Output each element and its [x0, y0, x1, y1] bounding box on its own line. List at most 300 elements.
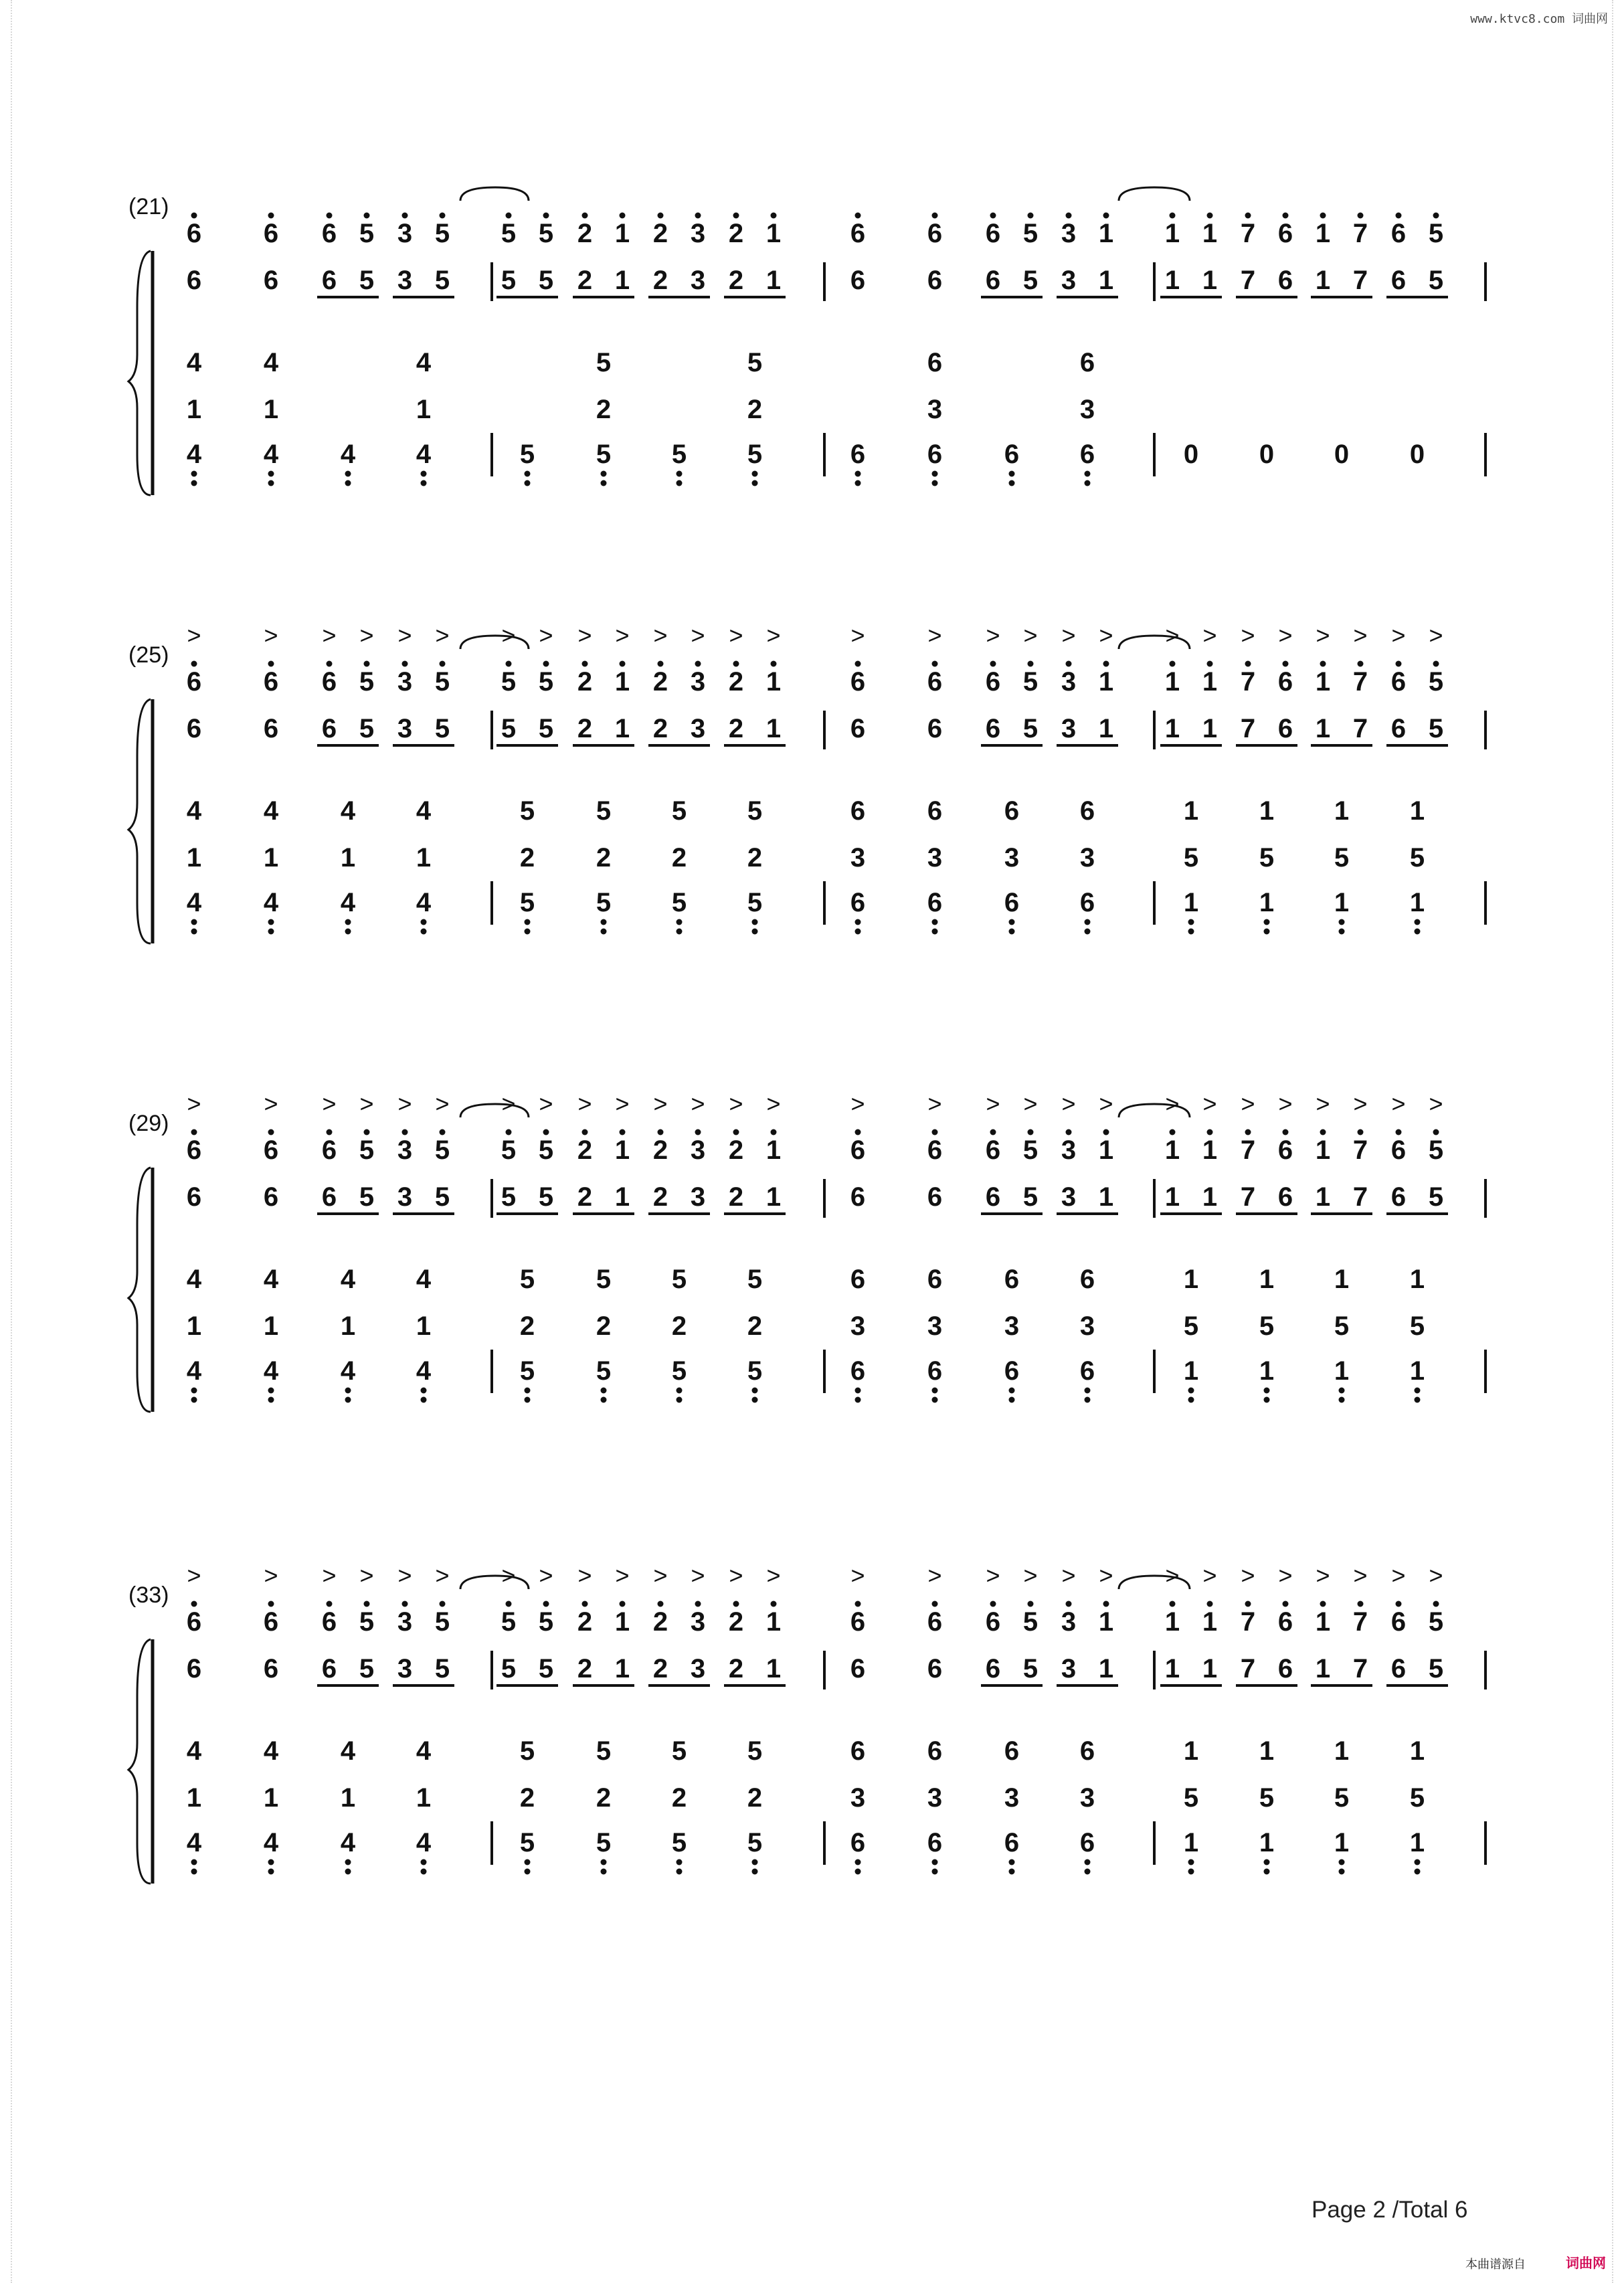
melody-note: 6 [985, 1182, 1001, 1212]
octave-dot [695, 1129, 701, 1135]
accent-mark: > [1202, 1090, 1217, 1117]
lower-octave-dot [1009, 929, 1015, 935]
melody-note-upper: 6 [850, 1135, 866, 1165]
melody-note-upper: 5 [538, 667, 554, 697]
octave-dot [1028, 661, 1034, 667]
accent-mark: > [729, 622, 743, 649]
octave-dot [733, 661, 739, 667]
octave-dot [855, 661, 861, 667]
accent-mark: > [986, 1090, 1000, 1117]
melody-note-upper: 5 [1428, 219, 1444, 248]
chord-note: 1 [1334, 796, 1350, 826]
octave-dot [543, 1129, 549, 1135]
chord-note: 4 [186, 348, 202, 377]
lower-octave-dot [1188, 1397, 1194, 1403]
octave-dot [506, 213, 512, 219]
octave-dot [1170, 1129, 1176, 1135]
accent-mark: > [1429, 1562, 1443, 1589]
octave-dot [1320, 213, 1326, 219]
lower-octave-dot [1415, 1859, 1421, 1865]
lower-octave-dot [525, 929, 531, 935]
accent-mark: > [264, 622, 278, 649]
chord-note: 5 [1259, 843, 1275, 873]
melody-note: 7 [1240, 714, 1256, 743]
page-number: Page 2 /Total 6 [1312, 2197, 1468, 2223]
accent-mark: > [691, 622, 705, 649]
melody-note-upper: 5 [434, 1135, 450, 1165]
accent-mark: > [435, 1562, 450, 1589]
melody-note: 6 [321, 1654, 337, 1683]
accent-mark: > [1316, 1562, 1330, 1589]
melody-note: 3 [1061, 1654, 1077, 1683]
chord-note: 5 [596, 440, 612, 469]
melody-note: 1 [765, 1182, 782, 1212]
octave-dot [1433, 213, 1439, 219]
accent-mark: > [615, 622, 630, 649]
octave-dot [364, 661, 370, 667]
accent-mark: > [1165, 1090, 1180, 1117]
melody-note: 1 [1315, 266, 1331, 295]
accent-mark: > [927, 1562, 942, 1589]
octave-dot [268, 213, 274, 219]
chord-note: 5 [671, 796, 687, 826]
melody-note: 3 [1061, 1182, 1077, 1212]
melody-note: 6 [927, 1182, 943, 1212]
chord-note: 3 [1004, 843, 1020, 873]
accent-mark: > [729, 1090, 743, 1117]
octave-dot [932, 213, 938, 219]
melody-note: 5 [501, 1182, 517, 1212]
chord-note: 5 [747, 1356, 763, 1386]
lower-octave-dot [421, 1869, 427, 1875]
melody-note-upper: 5 [538, 1135, 554, 1165]
melody-note-upper: 1 [1315, 1607, 1331, 1637]
lower-octave-dot [525, 1869, 531, 1875]
melody-note: 5 [434, 266, 450, 295]
chord-note: 5 [671, 1265, 687, 1294]
melody-note-upper: 6 [927, 219, 943, 248]
melody-note: 3 [397, 266, 413, 295]
lower-octave-dot [932, 1388, 938, 1394]
chord-note: 5 [1409, 1783, 1425, 1813]
melody-note: 7 [1352, 1654, 1368, 1683]
melody-note: 5 [538, 1182, 554, 1212]
chord-note: 6 [927, 440, 943, 469]
melody-note: 1 [614, 1182, 630, 1212]
lower-octave-dot [676, 1869, 683, 1875]
melody-note-upper: 2 [652, 667, 668, 697]
lower-octave-dot [1264, 1388, 1270, 1394]
melody-note: 6 [186, 1654, 202, 1683]
melody-note: 1 [1098, 266, 1114, 295]
melody-note: 7 [1240, 1654, 1256, 1683]
melody-note: 6 [1390, 1654, 1407, 1683]
octave-dot [582, 213, 588, 219]
melody-note: 6 [927, 266, 943, 295]
lower-octave-dot [345, 480, 351, 486]
accent-mark: > [1241, 1090, 1255, 1117]
accent-mark: > [1278, 622, 1293, 649]
lower-octave-dot [268, 471, 274, 477]
lower-octave-dot [345, 1869, 351, 1875]
melody-note: 5 [359, 266, 375, 295]
lower-octave-dot [752, 919, 758, 925]
octave-dot [1433, 661, 1439, 667]
melody-note-upper: 2 [577, 1135, 593, 1165]
octave-dot [1170, 661, 1176, 667]
octave-dot [268, 1601, 274, 1607]
melody-note-upper: 6 [263, 1135, 279, 1165]
accent-mark: > [1202, 1562, 1217, 1589]
melody-note-upper: 3 [397, 1607, 413, 1637]
accent-mark: > [264, 1562, 278, 1589]
lower-octave-dot [1188, 1859, 1194, 1865]
octave-dot [1245, 661, 1251, 667]
accent-mark: > [1061, 1562, 1076, 1589]
chord-note: 6 [1004, 440, 1020, 469]
chord-note: 1 [1334, 1828, 1350, 1857]
melody-note: 2 [577, 266, 593, 295]
chord-note: 1 [1183, 796, 1199, 826]
melody-note: 1 [1202, 266, 1218, 295]
chord-note: 1 [263, 1311, 279, 1341]
melody-note-upper: 6 [321, 667, 337, 697]
octave-dot [855, 1601, 861, 1607]
melody-note: 5 [1428, 1654, 1444, 1683]
melody-note: 5 [538, 714, 554, 743]
melody-note-upper: 1 [614, 667, 630, 697]
chord-note: 4 [186, 796, 202, 826]
melody-note-upper: 1 [765, 1135, 782, 1165]
lower-octave-dot [421, 929, 427, 935]
melody-note-upper: 6 [321, 1607, 337, 1637]
lower-octave-dot [1188, 1869, 1194, 1875]
chord-note: 1 [1409, 1736, 1425, 1766]
octave-dot [620, 661, 626, 667]
tie-arc [460, 1576, 529, 1589]
octave-dot [1103, 1129, 1109, 1135]
octave-dot [733, 213, 739, 219]
lower-octave-dot [268, 1388, 274, 1394]
melody-note: 1 [1164, 714, 1180, 743]
octave-dot [695, 213, 701, 219]
melody-note-upper: 6 [927, 1135, 943, 1165]
melody-note-upper: 7 [1240, 1135, 1256, 1165]
melody-note-upper: 1 [1098, 1135, 1114, 1165]
melody-note: 5 [1428, 266, 1444, 295]
chord-note: 1 [1409, 796, 1425, 826]
chord-note: 5 [519, 1356, 535, 1386]
melody-note: 1 [1164, 266, 1180, 295]
octave-dot [327, 213, 333, 219]
chord-note: 5 [671, 1828, 687, 1857]
octave-dot [1066, 1601, 1072, 1607]
melody-note-upper: 7 [1352, 667, 1368, 697]
lower-octave-dot [1085, 919, 1091, 925]
chord-note: 0 [1259, 440, 1275, 469]
accent-mark: > [397, 622, 412, 649]
melody-note: 1 [1202, 714, 1218, 743]
chord-note: 5 [519, 1828, 535, 1857]
octave-dot [506, 1601, 512, 1607]
chord-note: 4 [416, 888, 432, 917]
melody-note: 6 [1390, 714, 1407, 743]
melody-note-upper: 2 [652, 1135, 668, 1165]
chord-note: 6 [1004, 1265, 1020, 1294]
melody-note-upper: 6 [1390, 1607, 1407, 1637]
melody-note: 5 [501, 714, 517, 743]
chord-note: 5 [519, 440, 535, 469]
octave-dot [1066, 661, 1072, 667]
accent-mark: > [766, 622, 781, 649]
accent-mark: > [1099, 1562, 1113, 1589]
accent-mark: > [1391, 1562, 1406, 1589]
lower-octave-dot [421, 1397, 427, 1403]
octave-dot [1066, 213, 1072, 219]
accent-mark: > [501, 1090, 516, 1117]
octave-dot [191, 661, 197, 667]
chord-note: 1 [1259, 1828, 1275, 1857]
melody-note-upper: 1 [1164, 219, 1180, 248]
melody-note-upper: 1 [614, 219, 630, 248]
accent-mark: > [1061, 1090, 1076, 1117]
octave-dot [1207, 213, 1213, 219]
lower-octave-dot [191, 919, 197, 925]
chord-note: 6 [927, 348, 943, 377]
chord-note: 1 [1409, 1828, 1425, 1857]
melody-note: 3 [690, 1654, 706, 1683]
melody-note: 2 [728, 714, 744, 743]
lower-octave-dot [1339, 1388, 1345, 1394]
melody-note: 1 [765, 1654, 782, 1683]
footer-source-note: 本曲谱源自 [1465, 2258, 1526, 2272]
melody-note-upper: 5 [434, 1607, 450, 1637]
accent-mark: > [1165, 1562, 1180, 1589]
accent-mark: > [653, 1090, 668, 1117]
melody-note-upper: 6 [321, 219, 337, 248]
chord-note: 1 [1259, 1356, 1275, 1386]
chord-note: 6 [927, 888, 943, 917]
octave-dot [932, 1129, 938, 1135]
melody-note-upper: 3 [1061, 667, 1077, 697]
chord-note: 5 [519, 1265, 535, 1294]
melody-note-upper: 6 [1277, 1607, 1293, 1637]
melody-note: 7 [1240, 1182, 1256, 1212]
chord-note: 6 [1079, 796, 1095, 826]
chord-note: 5 [671, 888, 687, 917]
octave-dot [1170, 1601, 1176, 1607]
melody-note: 5 [538, 266, 554, 295]
chord-note: 2 [747, 1311, 763, 1341]
lower-octave-dot [1264, 1859, 1270, 1865]
melody-note-upper: 1 [1202, 219, 1218, 248]
measure-number: (25) [128, 642, 169, 668]
accent-mark: > [850, 1562, 865, 1589]
chord-note: 0 [1334, 440, 1350, 469]
lower-octave-dot [932, 929, 938, 935]
chord-note: 1 [1259, 1736, 1275, 1766]
lower-octave-dot [752, 480, 758, 486]
accent-mark: > [577, 1090, 592, 1117]
melody-note-upper: 2 [728, 1135, 744, 1165]
octave-dot [1433, 1129, 1439, 1135]
accent-mark: > [1429, 1090, 1443, 1117]
site-url: www.ktvc8.com 词曲网 [1470, 12, 1608, 26]
chord-note: 5 [747, 1736, 763, 1766]
chord-note: 5 [1409, 1311, 1425, 1341]
accent-mark: > [1202, 622, 1217, 649]
octave-dot [268, 661, 274, 667]
accent-mark: > [359, 1562, 374, 1589]
accent-mark: > [501, 1562, 516, 1589]
chord-note: 1 [263, 843, 279, 873]
chord-note: 3 [1079, 1783, 1095, 1813]
lower-octave-dot [268, 1869, 274, 1875]
chord-note: 2 [671, 843, 687, 873]
lower-octave-dot [1085, 929, 1091, 935]
melody-note: 5 [1428, 714, 1444, 743]
octave-dot [990, 1129, 996, 1135]
chord-note: 5 [596, 1356, 612, 1386]
melody-note-upper: 1 [1202, 667, 1218, 697]
lower-octave-dot [601, 1397, 607, 1403]
octave-dot [364, 1601, 370, 1607]
accent-mark: > [539, 1562, 553, 1589]
lower-octave-dot [191, 1397, 197, 1403]
accent-mark: > [435, 1090, 450, 1117]
lower-octave-dot [1085, 1859, 1091, 1865]
melody-note: 1 [765, 266, 782, 295]
chord-note: 6 [850, 1265, 866, 1294]
octave-dot [440, 1129, 446, 1135]
melody-note: 5 [1022, 1182, 1039, 1212]
octave-dot [402, 661, 408, 667]
melody-note-upper: 6 [1390, 1135, 1407, 1165]
melody-note: 1 [1098, 1654, 1114, 1683]
chord-note: 4 [340, 888, 356, 917]
lower-octave-dot [1415, 1397, 1421, 1403]
melody-note: 1 [614, 266, 630, 295]
chord-note: 5 [1259, 1311, 1275, 1341]
melody-note-upper: 7 [1240, 219, 1256, 248]
melody-note: 2 [577, 714, 593, 743]
lower-octave-dot [1085, 480, 1091, 486]
melody-note-upper: 3 [1061, 219, 1077, 248]
lower-octave-dot [855, 919, 861, 925]
accent-mark: > [1061, 622, 1076, 649]
accent-mark: > [1278, 1090, 1293, 1117]
octave-dot [268, 1129, 274, 1135]
melody-note-upper: 5 [1428, 667, 1444, 697]
lower-octave-dot [932, 480, 938, 486]
lower-octave-dot [855, 471, 861, 477]
melody-note-upper: 6 [985, 667, 1001, 697]
octave-dot [932, 1601, 938, 1607]
chord-note: 4 [416, 440, 432, 469]
melody-note: 6 [263, 714, 279, 743]
octave-dot [1283, 661, 1289, 667]
octave-dot [658, 213, 664, 219]
chord-note: 1 [1259, 796, 1275, 826]
melody-note-upper: 5 [1428, 1135, 1444, 1165]
octave-dot [771, 1601, 777, 1607]
melody-note-upper: 5 [359, 1607, 375, 1637]
melody-note: 5 [359, 714, 375, 743]
chord-note: 4 [416, 348, 432, 377]
melody-note: 1 [1315, 1654, 1331, 1683]
melody-note: 5 [501, 1654, 517, 1683]
chord-note: 2 [671, 1783, 687, 1813]
octave-dot [440, 1601, 446, 1607]
lower-octave-dot [932, 1869, 938, 1875]
lower-octave-dot [676, 1397, 683, 1403]
chord-note: 1 [1409, 1356, 1425, 1386]
system-brace [128, 251, 151, 495]
octave-dot [191, 1601, 197, 1607]
lower-octave-dot [601, 1869, 607, 1875]
lower-octave-dot [191, 929, 197, 935]
accent-mark: > [1023, 622, 1038, 649]
lower-octave-dot [601, 480, 607, 486]
octave-dot [1433, 1601, 1439, 1607]
accent-mark: > [1353, 622, 1368, 649]
lower-octave-dot [268, 480, 274, 486]
chord-note: 5 [519, 1736, 535, 1766]
lower-octave-dot [525, 1397, 531, 1403]
lower-octave-dot [1188, 929, 1194, 935]
chord-note: 4 [263, 1736, 279, 1766]
lower-octave-dot [676, 1859, 683, 1865]
lower-octave-dot [855, 1397, 861, 1403]
melody-note: 3 [690, 266, 706, 295]
melody-note: 2 [652, 714, 668, 743]
chord-note: 2 [596, 395, 612, 424]
melody-note-upper: 5 [501, 1135, 517, 1165]
chord-note: 6 [927, 1265, 943, 1294]
octave-dot [771, 213, 777, 219]
octave-dot [733, 1601, 739, 1607]
chord-note: 5 [1183, 843, 1199, 873]
melody-note-upper: 6 [850, 667, 866, 697]
melody-note: 1 [614, 714, 630, 743]
melody-note-upper: 2 [652, 219, 668, 248]
chord-note: 6 [1079, 888, 1095, 917]
chord-note: 5 [747, 348, 763, 377]
chord-note: 4 [186, 1736, 202, 1766]
octave-dot [402, 213, 408, 219]
lower-octave-dot [345, 471, 351, 477]
lower-octave-dot [676, 1388, 683, 1394]
lower-octave-dot [752, 1869, 758, 1875]
tie-arc [1119, 187, 1190, 201]
melody-note-upper: 7 [1352, 1135, 1368, 1165]
lower-octave-dot [1415, 919, 1421, 925]
chord-note: 4 [263, 348, 279, 377]
chord-note: 0 [1409, 440, 1425, 469]
melody-note-upper: 5 [538, 1607, 554, 1637]
accent-mark: > [322, 1090, 337, 1117]
chord-note: 1 [186, 395, 202, 424]
measure-number: (29) [128, 1111, 169, 1136]
octave-dot [582, 1601, 588, 1607]
melody-note: 1 [1164, 1654, 1180, 1683]
chord-note: 6 [850, 796, 866, 826]
chord-note: 5 [1334, 1783, 1350, 1813]
lower-octave-dot [345, 919, 351, 925]
chord-note: 6 [927, 1356, 943, 1386]
lower-octave-dot [1264, 1397, 1270, 1403]
melody-note: 5 [1022, 266, 1039, 295]
